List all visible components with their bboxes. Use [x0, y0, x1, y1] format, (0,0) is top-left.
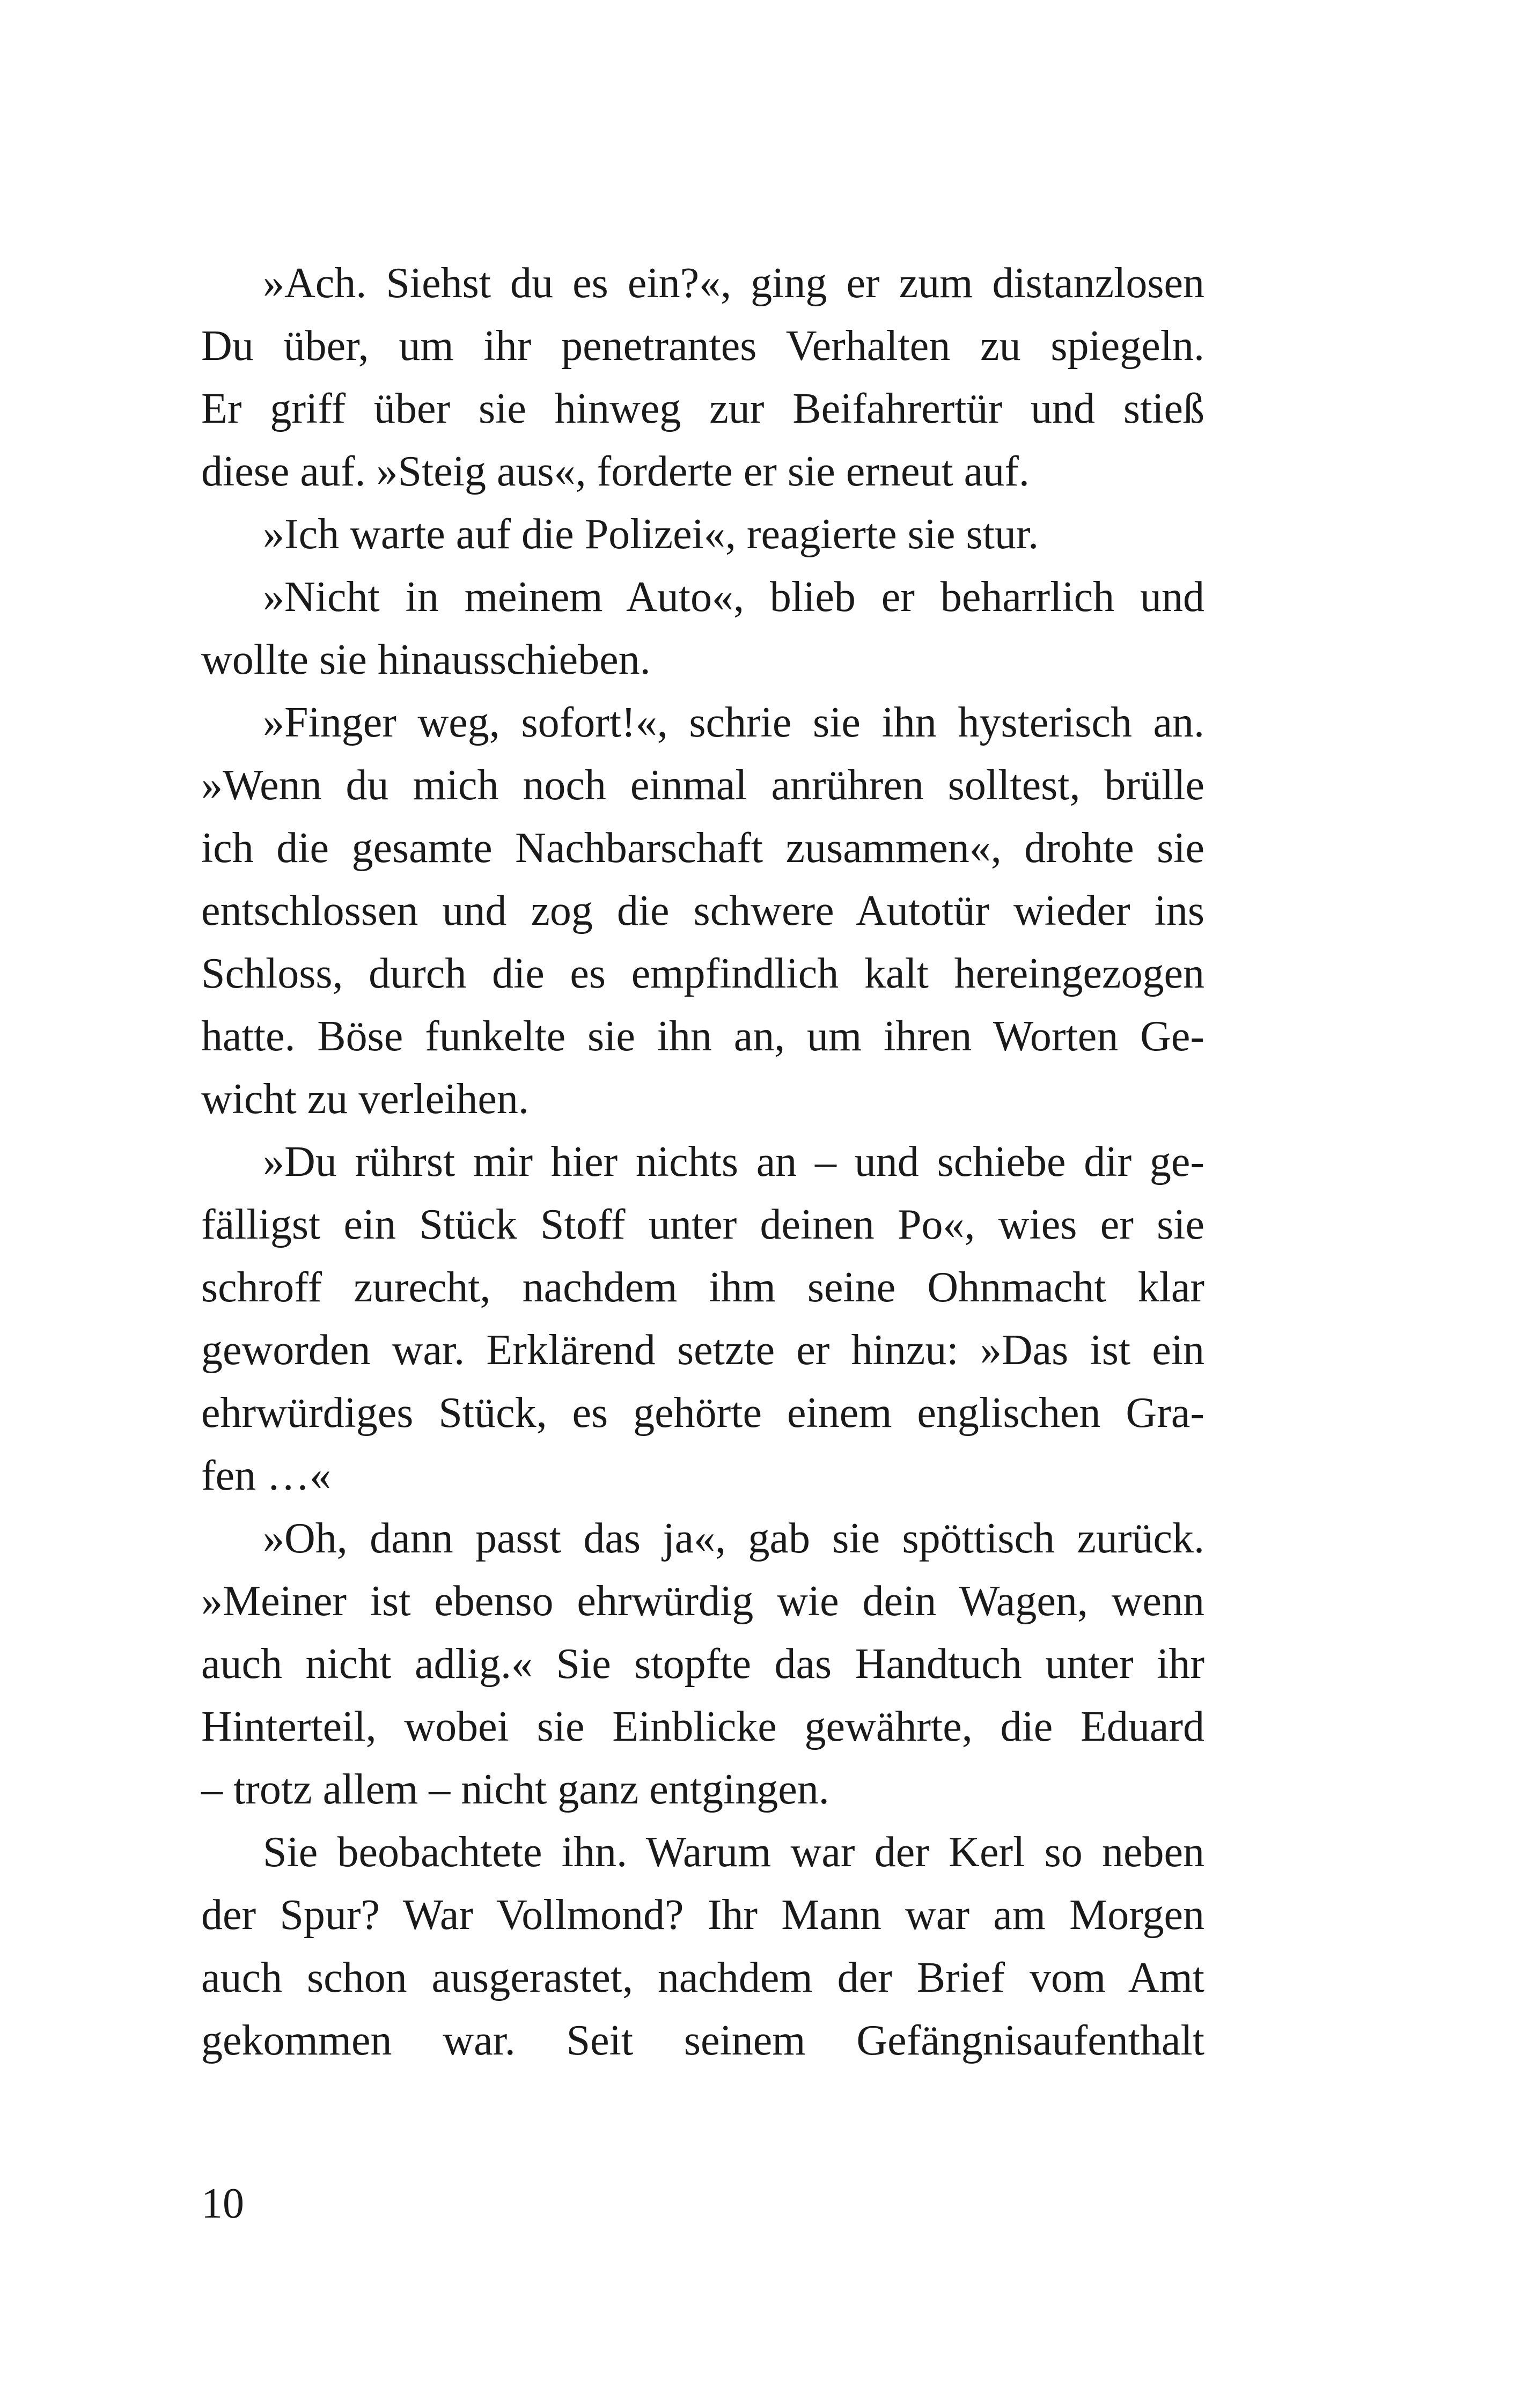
- text-line: wicht zu verleihen.: [201, 1076, 529, 1123]
- text-line: entschlossen und zog die schwere Autotür wieder ins: [201, 887, 1204, 934]
- text-line: geworden war. Erklärend setzte er hinzu: »Das ist ein: [201, 1327, 1204, 1374]
- text-line: wollte sie hinausschieben.: [201, 636, 651, 683]
- text-line: »Meiner ist ebenso ehrwürdig wie dein Wagen, wenn: [201, 1578, 1204, 1625]
- text-line: »Ach. Siehst du es ein?«, ging er zum distanzlosen: [263, 260, 1204, 307]
- text-line: fen …«: [201, 1452, 332, 1499]
- text-line: ich die gesamte Nachbarschaft zusammen«, drohte sie: [201, 824, 1204, 872]
- text-line: Schloss, durch die es empfindlich kalt hereingezogen: [201, 950, 1204, 997]
- text-line: Er griff über sie hinweg zur Beifahrertür und stieß: [201, 385, 1204, 432]
- text-line: »Wenn du mich noch einmal anrühren solltest, brülle: [201, 762, 1204, 809]
- text-line: auch schon ausgerastet, nachdem der Brief vom Amt: [201, 1954, 1204, 2001]
- text-line: Sie beobachtete ihn. Warum war der Kerl so neben: [263, 1829, 1204, 1876]
- text-line: »Nicht in meinem Auto«, blieb er beharrlich und: [263, 573, 1204, 621]
- text-line: schroff zurecht, nachdem ihm seine Ohnmacht klar: [201, 1264, 1204, 1311]
- text-line: Hinterteil, wobei sie Einblicke gewährte, die Eduard: [201, 1703, 1204, 1750]
- text-line: auch nicht adlig.« Sie stopfte das Handtuch unter ihr: [201, 1640, 1204, 1688]
- body-text: [201, 252, 1204, 2072]
- text-line: fälligst ein Stück Stoff unter deinen Po«, wies er sie: [201, 1201, 1204, 1248]
- text-line: – trotz allem – nicht ganz entgingen.: [201, 1766, 829, 1813]
- text-line: »Du rührst mir hier nichts an – und schiebe dir ge-: [263, 1138, 1204, 1185]
- text-line: ehrwürdiges Stück, es gehörte einem englischen Gra-: [201, 1389, 1204, 1437]
- text-line: »Ich warte auf die Polizei«, reagierte sie stur.: [263, 511, 1039, 558]
- text-line: Du über, um ihr penetrantes Verhalten zu spiegeln.: [201, 322, 1204, 370]
- text-line: hatte. Böse funkelte sie ihn an, um ihren Worten Ge-: [201, 1013, 1204, 1060]
- text-line: »Oh, dann passt das ja«, gab sie spöttisch zurück.: [263, 1515, 1204, 1562]
- text-line: der Spur? War Vollmond? Ihr Mann war am Morgen: [201, 1891, 1204, 1939]
- text-line: gekommen war. Seit seinem Gefängnisaufenthalt: [201, 2017, 1204, 2064]
- text-line: diese auf. »Steig aus«, forderte er sie erneut auf.: [201, 448, 1030, 495]
- page-number: 10: [201, 2180, 244, 2227]
- text-line: »Finger weg, sofort!«, schrie sie ihn hysterisch an.: [263, 699, 1204, 746]
